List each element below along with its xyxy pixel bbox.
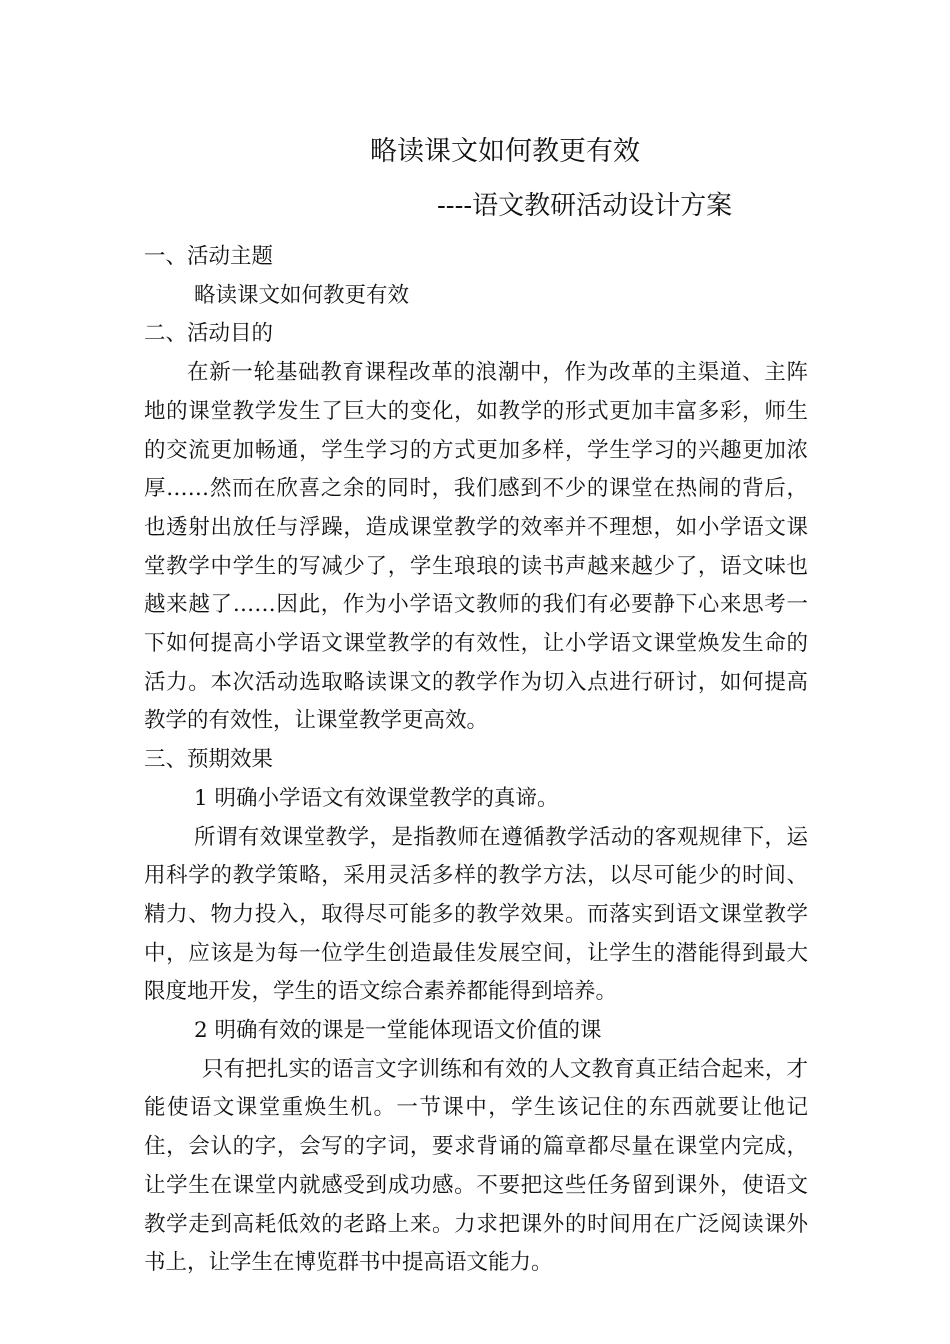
purpose-paragraph: 在新一轮基础教育课程改革的浪潮中，作为改革的主渠道、主阵地的课堂教学发生了巨大的变化，如教学的形式更加丰富多彩，师生的交流更加畅通，学生学习的方式更加多样，学生学习的兴趣更加浓厚……然而在欣喜之余的同时，我们感到不少的课堂在热闹的背后，也透射出放任与浮躁，造成课堂教学的效率并不理想，如小学语文课堂教学中学生的写减少了，学生琅琅的读书声越来越少了，语文味也越来越了……因此，作为小学语文教师的我们有必要静下心来思考一下如何提高小学语文课堂教学的有效性，让小学语文课堂焕发生命的活力。本次活动选取略读课文的教学作为切入点进行研讨，如何提高教学的有效性，让课堂教学更高效。 [144,360,808,734]
point-2-paragraph: 只有把扎实的语言文字训练和有效的人文教育真正结合起来，才能使语文课堂重焕生机。一节课中，学生该记住的东西就要让他记住，会认的字，会写的字词，要求背诵的篇章都尽量在课堂内完成，让学生在课堂内就感受到成功感。不要把这些任务留到课外，使语文教学走到高耗低效的老路上来。力求把课外的时间用在广泛阅读课外书上，让学生在博览群书中提高语文能力。 [144,1056,808,1276]
point-1-title: 1 明确小学语文有效课堂教学的真谛。 [194,785,559,811]
section-heading-theme: 一、活动主题 [144,244,274,269]
theme-text: 略读课文如何教更有效 [194,282,410,308]
document-body [144,238,808,1283]
document-title: 略读课文如何教更有效 [370,136,640,167]
section-heading-effect: 三、预期效果 [144,747,274,773]
document-subtitle: ----语文教研活动设计方案 [437,191,733,221]
section-heading-purpose: 二、活动目的 [144,321,274,347]
point-1-paragraph: 所谓有效课堂教学，是指教师在遵循教学活动的客观规律下，运用科学的教学策略，采用灵活多样的教学方法，以尽可能少的时间、精力、物力投入，取得尽可能多的教学效果。而落实到语文课堂教学中，应该是为每一位学生创造最佳发展空间，让学生的潜能得到最大限度地开发，学生的语文综合素养都能得到培养。 [144,824,808,1005]
point-2-title: 2 明确有效的课是一堂能体现语文价值的课 [194,1018,602,1044]
